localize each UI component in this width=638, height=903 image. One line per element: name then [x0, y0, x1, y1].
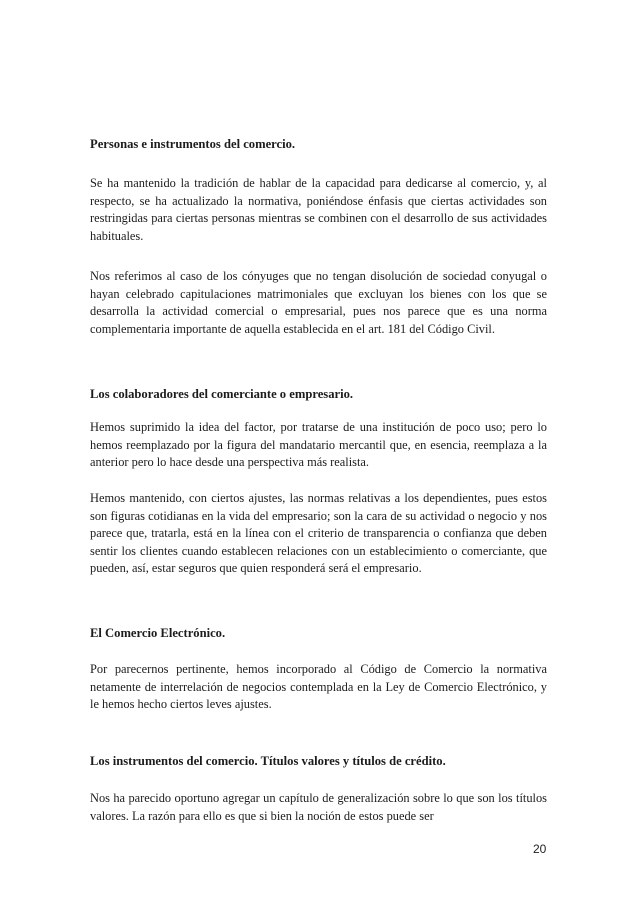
document-page [90, 0, 547, 903]
section-heading-colaboradores: Los colaboradores del comerciante o empresario. [90, 387, 354, 401]
section-heading-comercio-electronico: El Comercio Electrónico. [90, 626, 226, 640]
paragraph-capacidad: Se ha mantenido la tradición de hablar de la capacidad para dedicarse al comercio, y, al respecto, se ha actualizado la normativa, poniéndose énfasis que ciertas actividades son restringidas para ciertas personas mientras se combinen con el desarrollo de sus actividades habituales. [90, 176, 547, 243]
section-heading-personas: Personas e instrumentos del comercio. [90, 137, 296, 151]
section-heading-instrumentos: Los instrumentos del comercio. Títulos valores y títulos de crédito. [90, 754, 446, 768]
paragraph-dependientes: Hemos mantenido, con ciertos ajustes, las normas relativas a los dependientes, pues estos son figuras cotidianas en la vida del empresario; son la cara de su actividad o negocio y nos parece que, tratarla, está en la línea con el criterio de transparencia o confianza que deben sentir los clientes cuando establecen relaciones con un establecimiento o comerciante, que pueden, así, estar seguros que quien responderá será el empresario. [90, 491, 547, 576]
paragraph-factor: Hemos suprimido la idea del factor, por tratarse de una institución de poco uso; pero lo hemos reemplazado por la figura del mandatario mercantil que, en esencia, reemplaza a la anterior pero lo hace desde una perspectiva más realista. [90, 420, 547, 470]
page-number: 20 [533, 842, 547, 856]
paragraph-conyuges: Nos referimos al caso de los cónyuges que no tengan disolución de sociedad conyugal o hayan celebrado capitulaciones matrimoniales que excluyan los bienes con los que se desarrolla la actividad comercial o empresarial, pues nos parece que es una norma complementaria importante de aquella establecida en el art. 181 del Código Civil. [90, 269, 547, 336]
paragraph-titulos-valores: Nos ha parecido oportuno agregar un capítulo de generalización sobre lo que son los títulos valores. La razón para ello es que si bien la noción de estos puede ser [90, 791, 547, 823]
paragraph-comercio-electronico: Por parecernos pertinente, hemos incorporado al Código de Comercio la normativa netamente de interrelación de negocios contemplada en la Ley de Comercio Electrónico, y le hemos hecho ciertos leves ajustes. [90, 662, 547, 712]
